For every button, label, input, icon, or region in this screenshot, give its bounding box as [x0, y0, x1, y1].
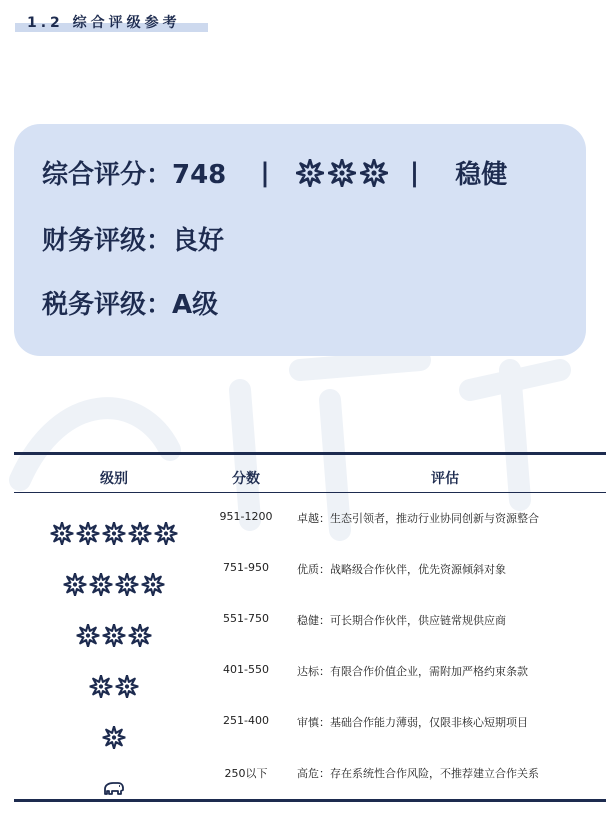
- level-stars: [64, 573, 165, 596]
- star-icon: [64, 573, 87, 596]
- score-range: 251-400: [223, 714, 269, 727]
- score-range: 401-550: [223, 663, 269, 676]
- composite-score-label: 综合评分：748: [42, 160, 227, 190]
- star-icon: [155, 522, 178, 545]
- evaluation-text: 优质：战略级合作伙伴，优先资源倾斜对象: [297, 563, 506, 576]
- header-level: 级别: [100, 471, 128, 487]
- header-evaluation: 评估: [431, 471, 459, 487]
- star-icon: [296, 159, 324, 187]
- level-stars: [103, 726, 126, 749]
- star-icon: [51, 522, 74, 545]
- score-range: 551-750: [223, 612, 269, 625]
- evaluation-text: 审慎：基础合作能力薄弱，仅限非核心短期项目: [297, 716, 528, 729]
- separator: |: [260, 157, 270, 188]
- bear-icon: [102, 777, 126, 801]
- star-icon: [328, 159, 356, 187]
- financial-rating: 财务评级：良好: [42, 226, 225, 256]
- header-score: 分数: [232, 471, 260, 487]
- star-icon: [103, 624, 126, 647]
- table-row: [14, 500, 606, 551]
- star-icon: [129, 624, 152, 647]
- evaluation-text: 高危：存在系统性合作风险，不推荐建立合作关系: [297, 767, 539, 780]
- table-row: [14, 551, 606, 602]
- summary-card: [14, 124, 586, 356]
- table-top-rule: [14, 452, 606, 455]
- star-icon: [116, 573, 139, 596]
- star-icon: [90, 573, 113, 596]
- composite-stars: [296, 159, 388, 187]
- section-header: [15, 10, 208, 34]
- separator: |: [409, 157, 420, 188]
- table-row: [14, 653, 606, 704]
- star-icon: [142, 573, 165, 596]
- composite-score-line: [42, 154, 507, 191]
- level-stars: [77, 624, 152, 647]
- score-range: 951-1200: [219, 510, 273, 523]
- star-icon: [77, 624, 100, 647]
- star-icon: [103, 522, 126, 545]
- composite-level: 稳健: [455, 160, 508, 190]
- level-stars: [90, 675, 139, 698]
- evaluation-text: 达标：有限合作价值企业，需附加严格约束条款: [297, 665, 528, 678]
- star-icon: [360, 159, 388, 187]
- table-header-rule: [14, 492, 606, 493]
- star-icon: [103, 726, 126, 749]
- star-icon: [116, 675, 139, 698]
- score-range: 751-950: [223, 561, 269, 574]
- table-bottom-rule: [14, 799, 606, 802]
- level-stars: [102, 777, 126, 801]
- tax-rating: 税务评级：A级: [42, 290, 219, 320]
- star-icon: [90, 675, 113, 698]
- evaluation-text: 稳健：可长期合作伙伴，供应链常规供应商: [297, 614, 506, 627]
- table-row: [14, 602, 606, 653]
- star-icon: [77, 522, 100, 545]
- table-row: [14, 704, 606, 755]
- score-range: 250以下: [224, 767, 268, 780]
- level-stars: [51, 522, 178, 545]
- evaluation-text: 卓越：生态引领者，推动行业协同创新与资源整合: [297, 512, 539, 525]
- section-title: 1.2 综合评级参考: [27, 15, 181, 31]
- star-icon: [129, 522, 152, 545]
